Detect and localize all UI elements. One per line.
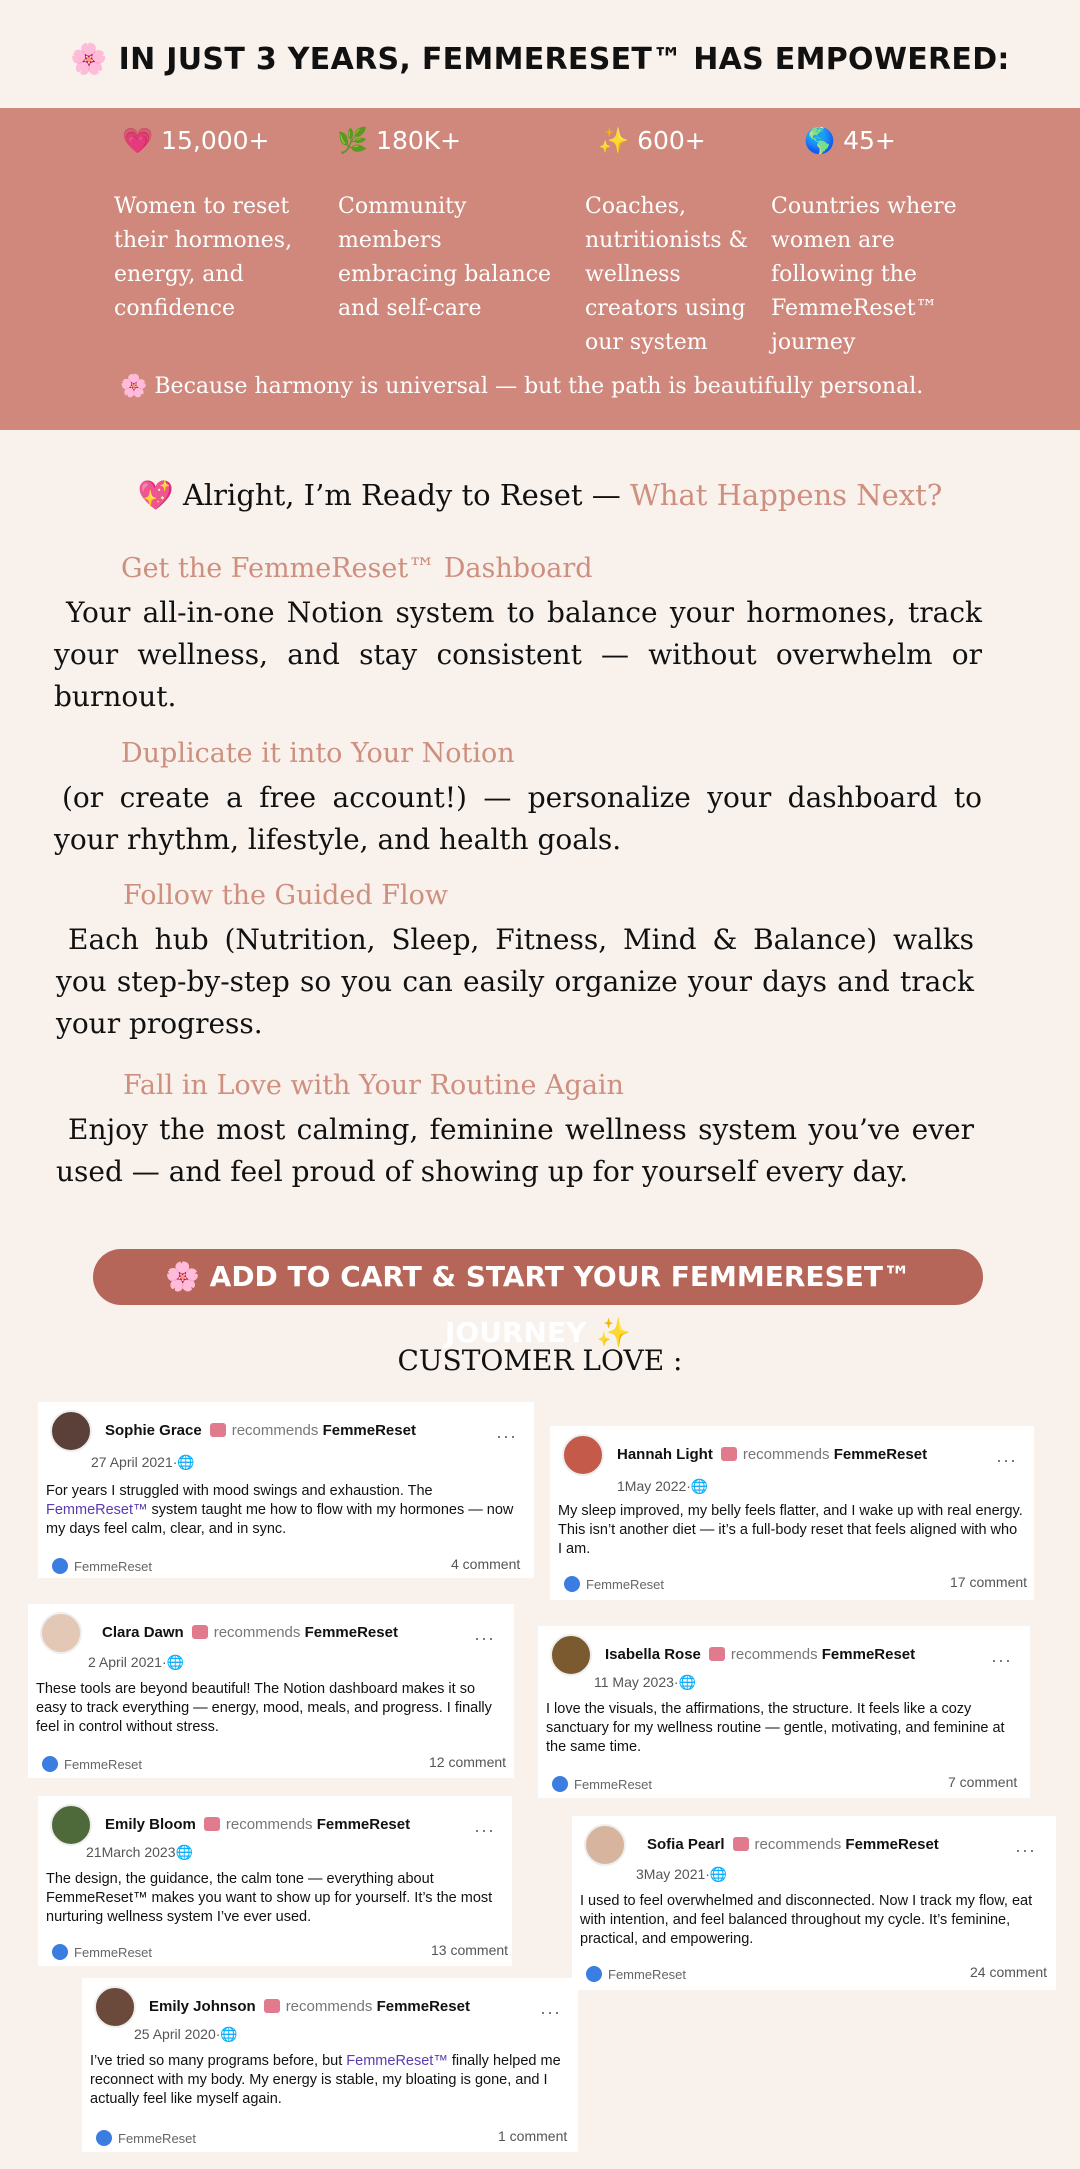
- review-date: 25 April 2020·🌐: [134, 2026, 238, 2042]
- recommend-icon: [721, 1447, 737, 1461]
- stat-desc-community: Community members embracing balance and self-care: [338, 194, 552, 321]
- recommends-text: recommends: [213, 1624, 301, 1641]
- stat-number-community: 🌿 180K+: [337, 126, 462, 155]
- avatar: [40, 1612, 82, 1654]
- step-1-title: Get the FemmeReset™ Dashboard: [121, 553, 593, 584]
- avatar: [94, 1986, 136, 2028]
- brand-link[interactable]: FemmeReset: [376, 1998, 470, 2015]
- review-date: 27 April 2021·🌐: [91, 1454, 195, 1470]
- step-4-title: Fall in Love with Your Routine Again: [123, 1070, 624, 1101]
- like-icon: [564, 1576, 580, 1592]
- review-date: 3May 2021·🌐: [636, 1866, 728, 1882]
- page-footer: [52, 1944, 152, 1960]
- band-footer-text: 🌸 Because harmony is universal — but the path is beautifully personal.: [120, 374, 924, 399]
- brand-link[interactable]: FemmeReset: [304, 1624, 398, 1641]
- review-header: [617, 1446, 927, 1463]
- step-3-title: Follow the Guided Flow: [123, 880, 448, 911]
- add-to-cart-button[interactable]: 🌸 ADD TO CART & START YOUR FEMMERESET™ JOURNEY ✨: [93, 1249, 983, 1305]
- page-footer: [52, 1558, 152, 1574]
- customer-love-heading: CUSTOMER LOVE :: [397, 1344, 683, 1377]
- stat-number-coaches: ✨ 600+: [598, 126, 706, 155]
- comment-count[interactable]: 1 comment: [498, 2128, 568, 2144]
- brand-link[interactable]: FemmeReset: [322, 1422, 416, 1439]
- step-2-body: (or create a free account!) — personalize your dashboard to your rhythm, lifestyle, and health goals.: [54, 781, 982, 856]
- review-card: [538, 1626, 1030, 1798]
- recommends-text: recommends: [231, 1422, 319, 1439]
- recommends-text: recommends: [754, 1836, 842, 1853]
- page-name[interactable]: FemmeReset: [74, 1559, 153, 1574]
- review-text-part: finally helped me reconnect with my body. My energy is stable, my bloating is gone, and I actually feel like myself again.: [90, 2053, 561, 2107]
- page-footer: [42, 1756, 142, 1772]
- review-text-part: For years I struggled with mood swings and exhaustion. The: [46, 1483, 433, 1499]
- avatar: [50, 1804, 92, 1846]
- review-date: 21March 2023🌐: [86, 1844, 193, 1860]
- review-header: [149, 1998, 470, 2015]
- comment-count[interactable]: 13 comment: [431, 1942, 509, 1958]
- like-icon: [52, 1944, 68, 1960]
- recommends-text: recommends: [742, 1446, 830, 1463]
- reviewer-name[interactable]: Sofia Pearl: [647, 1836, 725, 1853]
- review-text: My sleep improved, my belly feels flatter, and I wake up with real energy. This isn’t another diet — it’s a full-body reset that feels aligned with who I am.: [558, 1503, 1023, 1557]
- review-header: [102, 1624, 398, 1641]
- brand-mention: FemmeReset™: [46, 1502, 148, 1518]
- page-footer: [96, 2130, 196, 2146]
- avatar: [562, 1434, 604, 1476]
- recommend-icon: [709, 1647, 725, 1661]
- review-header: [105, 1422, 416, 1439]
- step-1-body: Your all-in-one Notion system to balance your hormones, track your wellness, and stay consistent — without overwhelm or burnout.: [54, 596, 982, 713]
- brand-link[interactable]: FemmeReset: [845, 1836, 939, 1853]
- review-card: [82, 1978, 578, 2152]
- stats-band: [0, 108, 1080, 430]
- like-icon: [552, 1776, 568, 1792]
- reviewer-name[interactable]: Isabella Rose: [605, 1646, 701, 1663]
- page-footer: [552, 1776, 652, 1792]
- page-name[interactable]: FemmeReset: [586, 1577, 665, 1592]
- review-text: The design, the guidance, the calm tone — everything about FemmeReset™ makes you want to show up for yourself. It’s the most nurturing wellness system I’ve ever used.: [46, 1871, 493, 1925]
- like-icon: [52, 1558, 68, 1574]
- stat-desc-countries: Countries where women are following the FemmeReset™ journey: [771, 194, 957, 355]
- reviewer-name[interactable]: Emily Bloom: [105, 1816, 196, 1833]
- review-text: [46, 1482, 520, 1539]
- review-text: I love the visuals, the affirmations, the structure. It feels like a cozy sanctuary for my wellness routine — gentle, motivating, and feminine at the same time.: [546, 1701, 1005, 1755]
- stat-desc-coaches: Coaches, nutritionists & wellness creators using our system: [585, 194, 749, 355]
- more-options-icon[interactable]: ···: [1015, 1840, 1036, 1860]
- step-2-title: Duplicate it into Your Notion: [121, 738, 515, 769]
- review-card: [38, 1402, 534, 1578]
- more-options-icon[interactable]: ···: [474, 1628, 495, 1648]
- reviewer-name[interactable]: Emily Johnson: [149, 1998, 256, 2015]
- recommends-text: recommends: [225, 1816, 313, 1833]
- avatar: [584, 1824, 626, 1866]
- brand-link[interactable]: FemmeReset: [821, 1646, 916, 1663]
- like-icon: [586, 1966, 602, 1982]
- more-options-icon[interactable]: ···: [991, 1650, 1012, 1670]
- avatar: [50, 1410, 92, 1452]
- comment-count[interactable]: 7 comment: [948, 1774, 1018, 1790]
- more-options-icon[interactable]: ···: [996, 1450, 1017, 1470]
- avatar: [550, 1634, 592, 1676]
- step-4-body: Enjoy the most calming, feminine wellness system you’ve ever used — and feel proud of showing up for yourself every day.: [56, 1113, 974, 1188]
- stat-number-countries: 🌎 45+: [804, 126, 896, 155]
- like-icon: [96, 2130, 112, 2146]
- review-text-part: system taught me how to flow with my hormones — now my days feel calm, clear, and in sync.: [46, 1502, 514, 1537]
- recommend-icon: [264, 1999, 280, 2013]
- next-steps-heading: [0, 478, 1080, 513]
- review-header: [105, 1816, 410, 1833]
- recommends-text: recommends: [285, 1998, 373, 2015]
- recommends-text: recommends: [730, 1646, 818, 1663]
- review-date: 11 May 2023·🌐: [594, 1674, 696, 1690]
- review-card: [572, 1816, 1056, 1990]
- page-name[interactable]: FemmeReset: [608, 1967, 687, 1982]
- review-card: [38, 1796, 512, 1966]
- page-name[interactable]: FemmeReset: [574, 1777, 653, 1792]
- brand-mention: FemmeReset™: [346, 2053, 448, 2069]
- page-title: 🌸 IN JUST 3 YEARS, FEMMERESET™ HAS EMPOWERED:: [70, 42, 1010, 77]
- next-heading-lead: 💖 Alright, I’m Ready to Reset —: [137, 478, 630, 512]
- review-text-part: I’ve tried so many programs before, but: [90, 2053, 347, 2069]
- review-text: [90, 2052, 572, 2109]
- recommend-icon: [210, 1423, 226, 1437]
- review-card: [550, 1426, 1034, 1600]
- stat-number-women: 💗 15,000+: [122, 126, 270, 155]
- comment-count[interactable]: 17 comment: [950, 1574, 1028, 1590]
- review-text: I used to feel overwhelmed and disconnected. Now I track my flow, eat with intention, and feel balanced throughout my cycle. It’s feminine, practical, and empowering.: [580, 1893, 1033, 1947]
- page-footer: [564, 1576, 664, 1592]
- page-footer: [586, 1966, 686, 1982]
- page-name[interactable]: FemmeReset: [74, 1945, 153, 1960]
- stat-desc-women: Women to reset their hormones, energy, and confidence: [114, 194, 293, 321]
- more-options-icon[interactable]: ···: [540, 2002, 561, 2022]
- comment-count[interactable]: 4 comment: [451, 1556, 521, 1572]
- recommend-icon: [192, 1625, 208, 1639]
- reviewer-name[interactable]: Hannah Light: [617, 1446, 713, 1463]
- page-name[interactable]: FemmeReset: [118, 2131, 197, 2146]
- review-text: These tools are beyond beautiful! The Notion dashboard makes it so easy to track everything — energy, mood, meals, and progress. I finally feel in control without stress.: [36, 1681, 492, 1735]
- review-card: [28, 1604, 514, 1778]
- review-date: 2 April 2021·🌐: [88, 1654, 185, 1670]
- brand-link[interactable]: FemmeReset: [316, 1816, 411, 1833]
- review-header: [647, 1836, 939, 1853]
- comment-count[interactable]: 12 comment: [429, 1754, 507, 1770]
- next-heading-accent: What Happens Next?: [629, 478, 943, 512]
- recommend-icon: [733, 1837, 749, 1851]
- more-options-icon[interactable]: ···: [496, 1426, 517, 1446]
- like-icon: [42, 1756, 58, 1772]
- brand-link[interactable]: FemmeReset: [833, 1446, 928, 1463]
- reviewer-name[interactable]: Clara Dawn: [102, 1624, 184, 1641]
- review-date: 1May 2022·🌐: [617, 1478, 709, 1494]
- page-name[interactable]: FemmeReset: [64, 1757, 143, 1772]
- comment-count[interactable]: 24 comment: [970, 1964, 1048, 1980]
- step-3-body: Each hub (Nutrition, Sleep, Fitness, Mind & Balance) walks you step-by-step so you can easily organize your days and track your progress.: [56, 923, 974, 1040]
- recommend-icon: [204, 1817, 220, 1831]
- review-header: [605, 1646, 915, 1663]
- reviewer-name[interactable]: Sophie Grace: [105, 1422, 202, 1439]
- more-options-icon[interactable]: ···: [474, 1820, 495, 1840]
